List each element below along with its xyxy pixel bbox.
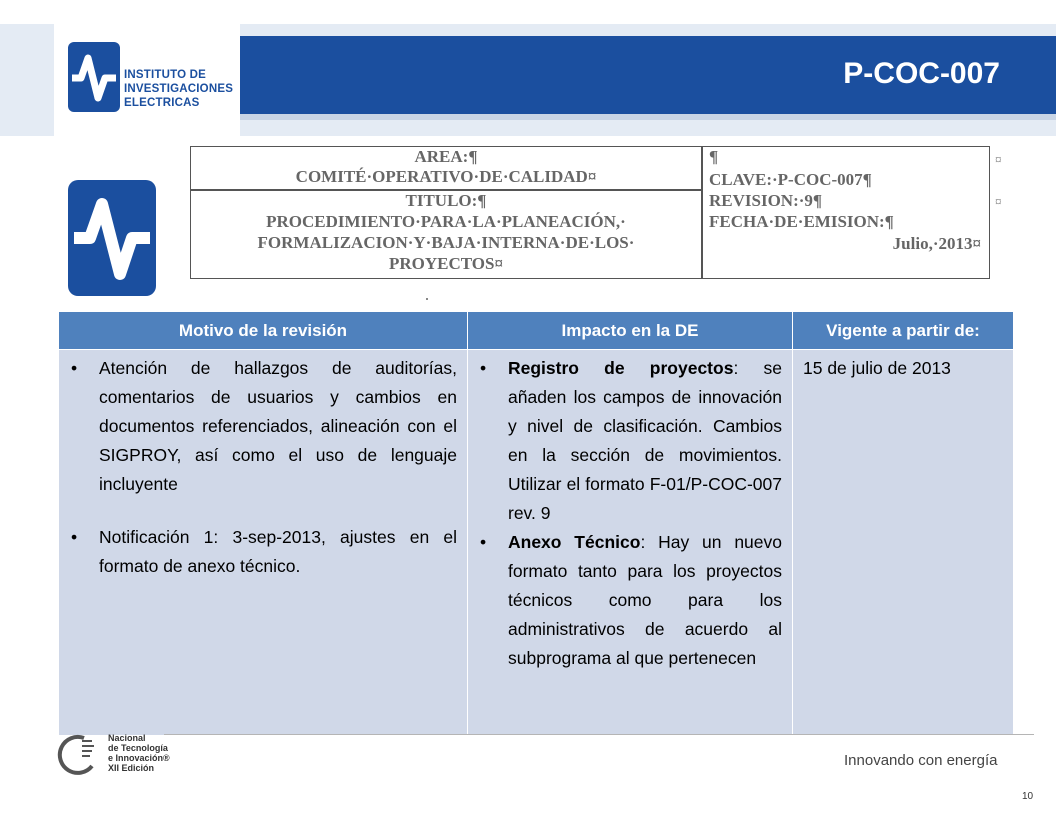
revision-field: REVISION:·9¶ <box>709 191 823 210</box>
premio-line: e Innovación® <box>108 753 170 763</box>
dot-mark <box>426 298 428 300</box>
side-mark: ¤ <box>995 194 1002 209</box>
institute-line: INSTITUTO DE <box>124 69 207 81</box>
premio-line: XII Edición <box>108 763 155 773</box>
iie-wave-icon <box>68 42 120 112</box>
area-value: COMITÉ·OPERATIVO·DE·CALIDAD¤ <box>295 167 597 186</box>
list-item <box>478 354 782 528</box>
document-header-form <box>190 146 990 279</box>
motivo-text: Notificación 1: 3-sep-2013, ajustes en el formato de anexo técnico. <box>99 527 457 576</box>
premio-line: Nacional <box>108 733 146 743</box>
list-item <box>478 528 782 673</box>
list-item <box>69 523 457 581</box>
motivo-text: Atención de hallazgos de auditorías, comentarios de usuarios y cambios en documentos referenciados, alineación con el SIGPROY, así como el uso de lenguaje incluyente <box>99 358 457 494</box>
motivo-list <box>69 354 457 581</box>
fecha-value: Julio,·2013¤ <box>892 234 981 253</box>
page-number: 10 <box>1022 791 1034 802</box>
premio-nacional-logo-icon <box>54 732 98 776</box>
document-code: P-COC-007 <box>843 57 1000 90</box>
impacto-title: Anexo Técnico <box>508 532 641 552</box>
premio-line: de Tecnología <box>108 743 168 753</box>
revision-table <box>58 311 1014 736</box>
institute-line: ELECTRICAS <box>124 97 200 109</box>
header-impacto: Impacto en la DE <box>468 312 793 350</box>
list-item <box>69 354 457 499</box>
iie-wave-large-icon <box>68 180 156 296</box>
header-vigente: Vigente a partir de: <box>793 312 1014 350</box>
bullet-icon: • <box>71 358 78 378</box>
institute-logo <box>54 24 240 136</box>
header-stripe <box>240 114 1056 120</box>
area-label: AREA:¶ <box>414 147 478 166</box>
institute-name <box>124 68 239 110</box>
premio-nacional-text <box>108 733 170 773</box>
header-motivo: Motivo de la revisión <box>59 312 468 350</box>
impacto-list <box>478 354 782 673</box>
impacto-text: : Hay un nuevo formato tanto para los proyectos técnicos como para los administrativos de acuerdo al subprograma al que pertenecen <box>508 532 782 668</box>
side-mark: ¤ <box>995 152 1002 167</box>
table-header-row <box>59 312 1014 350</box>
fecha-label: FECHA·DE·EMISION:¶ <box>709 212 894 231</box>
table-row <box>59 350 1014 736</box>
vigente-cell: 15 de julio de 2013 <box>793 350 1014 736</box>
institute-line: INVESTIGACIONES <box>124 83 234 95</box>
titulo-label: TITULO:¶ <box>405 191 487 210</box>
bullet-icon: • <box>480 532 487 552</box>
slogan: Innovando con energía <box>844 752 998 769</box>
bullet-icon: • <box>480 358 487 378</box>
impacto-title: Registro de proyectos <box>508 358 734 378</box>
impacto-text: : se añaden los campos de innovación y nivel de clasificación. Cambios en la sección de movimientos. Utilizar el formato F-01/P-COC-007 rev. 9 <box>508 358 782 523</box>
bullet-icon: • <box>71 527 78 547</box>
titulo-line: FORMALIZACION·Y·BAJA·INTERNA·DE·LOS· <box>257 233 635 252</box>
impacto-cell <box>468 350 793 736</box>
pilcrow-mark: ¶ <box>709 147 719 166</box>
motivo-cell <box>59 350 468 736</box>
clave-field: CLAVE:·P-COC-007¶ <box>709 170 872 189</box>
footer-rule <box>164 734 1034 735</box>
form-divider-vertical <box>701 147 703 278</box>
titulo-line: PROCEDIMIENTO·PARA·LA·PLANEACIÓN,· <box>266 212 626 231</box>
titulo-line: PROYECTOS¤ <box>389 254 503 273</box>
